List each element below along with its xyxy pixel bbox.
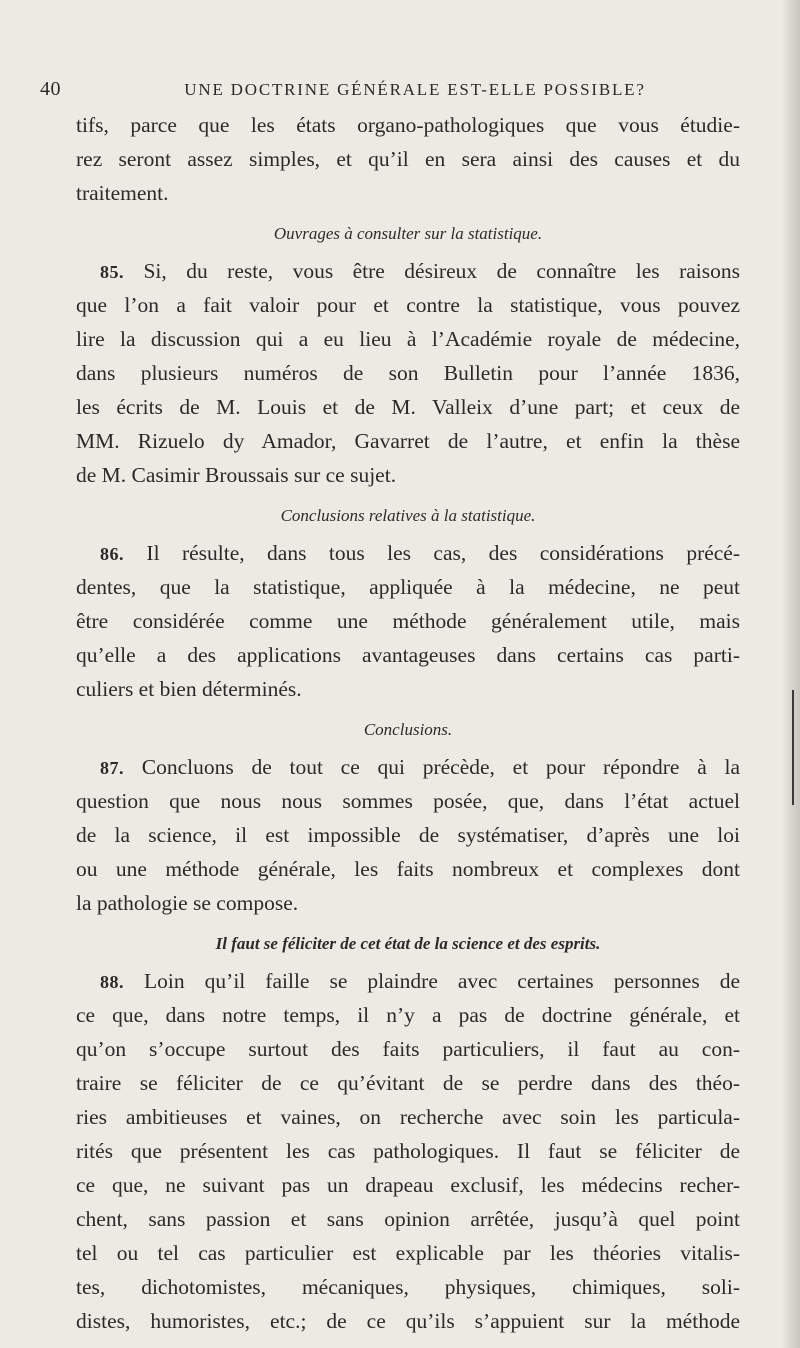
- text-line: lire la discussion qui a eu lieu à l’Académie royale de médecine,: [76, 327, 740, 351]
- text-line: de M. Casimir Broussais sur ce sujet.: [76, 463, 397, 487]
- paragraph-number: 88.: [100, 972, 124, 992]
- page-edge-shadow: [782, 0, 800, 1348]
- text-line: la pathologie se compose.: [76, 891, 299, 915]
- text-line: qu’elle a des applications avantageuses dans certains cas parti-: [76, 643, 740, 667]
- text-line: culiers et bien déterminés.: [76, 677, 302, 701]
- text-line: qu’on s’occupe surtout des faits particuliers, il faut au con-: [76, 1037, 740, 1061]
- body-text: [76, 108, 740, 1338]
- text-line: [76, 536, 740, 570]
- text-line: chent, sans passion et sans opinion arrêtée, jusqu’à quel point: [76, 1207, 740, 1231]
- text-line: [76, 750, 740, 784]
- paragraph-number: 85.: [100, 262, 124, 282]
- text-line: ries ambitieuses et vaines, on recherche avec soin les particula-: [76, 1105, 740, 1129]
- margin-rule: [792, 690, 794, 805]
- text-line: question que nous nous sommes posée, que, dans l’état actuel: [76, 789, 740, 813]
- text-line: ce que, ne suivant pas un drapeau exclusif, les médecins recher-: [76, 1173, 740, 1197]
- paragraph-text: Il résulte, dans tous les cas, des considérations précé-: [146, 541, 741, 565]
- text-line: ce que, dans notre temps, il n’y a pas de doctrine générale, et: [76, 1003, 740, 1027]
- section-heading: Conclusions relatives à la statistique.: [280, 506, 536, 525]
- paragraph-text: Si, du reste, vous être désireux de connaître les raisons: [143, 259, 740, 283]
- page-number: 40: [40, 78, 61, 100]
- text-line: [76, 254, 740, 288]
- text-line: traire se féliciter de ce qu’évitant de se perdre dans des théo-: [76, 1071, 740, 1095]
- text-line: être considérée comme une méthode généralement utile, mais: [76, 609, 740, 633]
- text-line: tifs, parce que les états organo-pathologiques que vous étudie-: [76, 113, 740, 137]
- text-line: MM. Rizuelo dy Amador, Gavarret de l’autre, et enfin la thèse: [76, 429, 740, 453]
- text-line: rités que présentent les cas pathologiques. Il faut se féliciter de: [76, 1139, 740, 1163]
- paragraph-number: 87.: [100, 758, 124, 778]
- text-line: ou une méthode générale, les faits nombreux et complexes dont: [76, 857, 740, 881]
- paragraph-number: 86.: [100, 544, 124, 564]
- text-line: rez seront assez simples, et qu’il en sera ainsi des causes et du: [76, 147, 740, 171]
- text-line: les écrits de M. Louis et de M. Valleix d’une part; et ceux de: [76, 395, 740, 419]
- running-head: UNE DOCTRINE GÉNÉRALE EST-ELLE POSSIBLE?: [184, 80, 646, 99]
- section-heading: Ouvrages à consulter sur la statistique.: [273, 224, 543, 243]
- paragraph-text: Concluons de tout ce qui précède, et pour répondre à la: [141, 755, 741, 779]
- text-line: dans plusieurs numéros de son Bulletin pour l’année 1836,: [76, 361, 740, 385]
- text-line: que l’on a fait valoir pour et contre la statistique, vous pouvez: [76, 293, 740, 317]
- section-heading: Conclusions.: [363, 720, 453, 739]
- text-line: distes, humoristes, etc.; de ce qu’ils s’appuient sur la méthode: [76, 1309, 740, 1333]
- text-line: [76, 964, 740, 998]
- paragraph-text: Loin qu’il faille se plaindre avec certaines personnes de: [144, 969, 740, 993]
- section-heading: Il faut se féliciter de cet état de la science et des esprits.: [215, 934, 601, 953]
- page-header: [40, 78, 740, 102]
- text-line: tes, dichotomistes, mécaniques, physiques, chimiques, soli-: [76, 1275, 740, 1299]
- text-line: tel ou tel cas particulier est explicable par les théories vitalis-: [76, 1241, 740, 1265]
- text-line: de la science, il est impossible de systématiser, d’après une loi: [76, 823, 740, 847]
- text-line: traitement.: [76, 181, 169, 205]
- text-line: dentes, que la statistique, appliquée à la médecine, ne peut: [76, 575, 740, 599]
